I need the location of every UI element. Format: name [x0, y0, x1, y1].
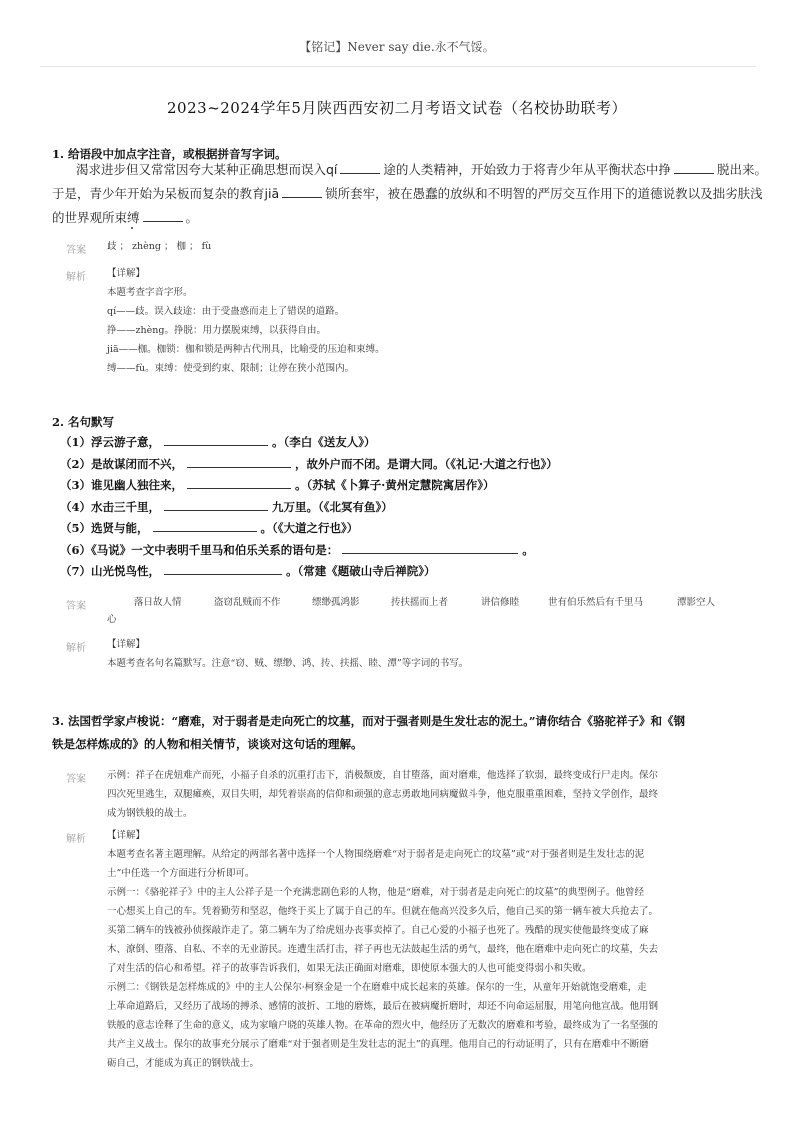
analysis-line: 本题考查名句名篇默写。注意“窃、贼、缥缈、鸿、抟、扶摇、睦、潭”等字词的书写。: [107, 658, 469, 669]
item-source: 。: [522, 543, 534, 557]
analysis-line: 示例一：《骆驼祥子》中的主人公祥子是一个充满悲剧色彩的人物，他是“磨难，对于弱者是走向死亡的坟墓”的典型例子。他曾经: [107, 887, 644, 898]
answer-blank: [342, 541, 518, 554]
question-1-analysis: [107, 264, 719, 378]
analysis-line: 铁般的意志诠释了生命的意义，成为家喻户晓的英雄人物。在革命的烈火中，他经历了无数次的磨难和考验，最终成为了一名坚强的: [107, 1020, 659, 1031]
fill-item-1: [60, 433, 376, 450]
question-2-heading: 2. 名句默写: [52, 415, 115, 429]
answer-blank: [674, 161, 714, 174]
answer-blank: [340, 161, 380, 174]
answer-blank: [153, 519, 257, 532]
item-source: 。（李白《送友人》）: [272, 435, 376, 449]
analysis-line: 【详解】: [107, 268, 146, 279]
page-motto: 【铭记】Never say die.永不气馁。: [299, 40, 495, 54]
analysis-line: 了对生活的信心和希望。祥子的故事告诉我们，如果无法正确面对磨难，即使原本强大的人也可能变得弱小和失败。: [107, 963, 592, 974]
analysis-line: 木、潦倒、堕落、自私、不幸的无业游民。连遭生活打击，祥子再也无法鼓起生活的勇气，最终，他在磨难中走向死亡的坟墓，失去: [107, 944, 659, 955]
analysis-line: 砺自己，才能成为真正的钢铁战士。: [107, 1058, 260, 1069]
item-source: ，故外户而不闭。是谓大同。（《礼记·大道之行也》）: [295, 457, 558, 471]
item-prompt: （2）是故谋闭而不兴，: [60, 457, 184, 471]
fill-item-4: [60, 498, 393, 515]
item-prompt: （7）山光悦鸟性，: [60, 564, 161, 578]
passage-text: 于是，青少年开始为呆板而复杂的教育jiā: [52, 186, 280, 201]
item-prompt: （5）选贤与能，: [60, 521, 149, 535]
analysis-label: 解析: [66, 834, 86, 845]
analysis-line: 上革命道路后，又经历了战场的搏杀、感情的波折、工地的磨炼，最后在被病魔折磨时，却还不向命运屈服，用笔向他宣战。他用钢: [107, 1001, 659, 1012]
answer-blank: [282, 185, 322, 198]
answer-line: 成为钢铁般的战士。: [107, 808, 193, 819]
item-source: 。（常建《题破山寺后禅院》）: [286, 564, 436, 578]
analysis-line: 买第二辆车的钱被孙侦探敲诈走了。第二辆车为了给虎妞办丧事卖掉了。自己心爱的小福子也死了。残酷的现实使他最终变成了麻: [107, 925, 649, 936]
answer-item: 讲信修睦: [481, 597, 520, 608]
fill-item-2: [60, 455, 558, 472]
answer-blank: [164, 498, 268, 511]
question-3-answer: [107, 766, 719, 823]
answer-blank: [164, 433, 268, 446]
passage-text: 途的人类精神，开始致力于将青少年从平衡状态中挣: [383, 162, 671, 177]
item-source: 九万里。（《北冥有鱼》）: [272, 500, 393, 514]
analysis-line: 共产主义战士。保尔的故事充分展示了磨难“对于强者则是生发壮志的泥土”的真理。他用自己的行动证明了，只有在磨难中不断磨: [107, 1039, 649, 1050]
analysis-label: 解析: [66, 272, 86, 283]
exam-title: 2023~2024学年5月陕西西安初二月考语文试卷（名校协助联考）: [167, 99, 627, 117]
answer-item: 抟扶摇而上者: [391, 597, 449, 608]
passage-text: 脱出来。: [716, 162, 767, 177]
analysis-line: 本题考查名著主题理解。从给定的两部名著中选择一个人物围绕磨难“对于弱者是走向死亡的坟墓”或“对于强者则是生发壮志的泥: [107, 849, 645, 860]
passage-line-3: [52, 206, 752, 230]
item-prompt: （3）谁见幽人独往来，: [60, 478, 184, 492]
analysis-line: 【详解】: [107, 830, 146, 841]
fill-item-5: [60, 519, 358, 536]
answer-label: 答案: [66, 245, 86, 256]
answer-item: 世有伯乐然后有千里马: [548, 597, 644, 608]
answer-blank: [143, 209, 183, 222]
answer-item-wrap: 心: [107, 614, 117, 625]
heading-line: 3. 法国哲学家卢梭说：“磨难，对于弱者是走向死亡的坟墓，而对于强者则是生发壮志的泥土。”请你结合《骆驼祥子》和《钢: [52, 714, 685, 728]
answer-blank: [187, 455, 291, 468]
answer-item: 潭影空人: [677, 597, 716, 608]
item-prompt: （4）水击三千里，: [60, 500, 161, 514]
header-divider: [40, 66, 756, 67]
question-1-heading: 1. 给语段中加点字注音，或根据拼音写字词。: [52, 147, 287, 161]
passage-text: 渴求进步但又常常因夸大某种正确思想而误入qí: [76, 162, 338, 177]
question-1-answer: 歧 ； zhèng ； 枷 ； fù: [107, 241, 212, 252]
answer-label: 答案: [66, 774, 86, 785]
answer-label: 答案: [66, 601, 86, 612]
question-3-analysis: [107, 826, 719, 1073]
analysis-line: 本题考查字音字形。: [107, 287, 193, 298]
heading-line: 铁是怎样炼成的》的人物和相关情节，谈谈对这句话的理解。: [52, 737, 363, 751]
passage-text: 。: [185, 210, 199, 225]
analysis-label: 解析: [66, 643, 86, 654]
question-2-analysis: [107, 635, 719, 673]
answer-line: 四次死里逃生，双腿瘫痪，双目失明，却凭着崇高的信仰和顽强的意志勇敢地同病魔做斗争，他克服重重困难，坚持文学创作，最终: [107, 789, 659, 800]
passage-text: 的世界观所束缚: [52, 210, 140, 225]
passage-line-2: [52, 182, 763, 206]
fill-item-6: [60, 541, 534, 558]
item-prompt: （1）浮云游子意，: [60, 435, 161, 449]
answer-item: 盗窃乱贼而不作: [214, 597, 281, 608]
fill-item-3: [60, 476, 495, 493]
answer-item: 落日故人情: [134, 597, 182, 608]
answer-line: 示例：祥子在虎妞难产而死，小福子自杀的沉重打击下，消极颓废，自甘堕落，面对磨难，他选择了软弱，最终变成行尸走肉。保尔: [107, 770, 659, 781]
item-source: 。（《大道之行也》）: [260, 521, 359, 535]
passage-text: 锁所套牢，被在愚蠢的放纵和不明智的严厉交互作用下的道德说教以及拙劣肤浅: [325, 186, 763, 201]
passage-line-1: [52, 158, 767, 182]
analysis-line: 示例二：《钢铁是怎样炼成的》中的主人公保尔·柯察金是一个在磨难中成长起来的英雄。保尔的一生，从童年开始就饱受磨难，走: [107, 982, 647, 993]
analysis-line: jiā——枷。枷锁：枷和锁是两种古代刑具，比喻受的压迫和束缚。: [107, 344, 385, 355]
analysis-line: 挣——zhèng。挣脱：用力摆脱束缚，以获得自由。: [107, 325, 326, 336]
answer-blank: [187, 476, 291, 489]
item-prompt: （6）《马说》一文中表明千里马和伯乐关系的语句是：: [60, 543, 339, 557]
answer-item: 缥缈孤鸿影: [312, 597, 360, 608]
analysis-line: 缚——fù。束缚：使受到约束、限制；让停在狭小范围内。: [107, 363, 355, 374]
emphasis-dot: [131, 227, 133, 229]
question-1-passage: [52, 158, 767, 230]
fill-item-7: [60, 562, 436, 579]
analysis-line: qí——歧。误入歧途：由于受蛊惑而走上了错误的道路。: [107, 306, 345, 317]
answer-blank: [164, 562, 282, 575]
analysis-line: 【详解】: [107, 639, 146, 650]
question-3-heading: [52, 710, 752, 756]
analysis-line: 一心想买上自己的车。凭着勤劳和坚忍，他终于买上了属于自己的车。但就在他高兴没多久后，他自己买的第一辆车被大兵抢去了。: [107, 906, 659, 917]
item-source: 。（苏轼《卜算子·黄州定慧院寓居作》）: [295, 478, 495, 492]
analysis-line: 土”中任选一个方面进行分析即可。: [107, 868, 255, 879]
